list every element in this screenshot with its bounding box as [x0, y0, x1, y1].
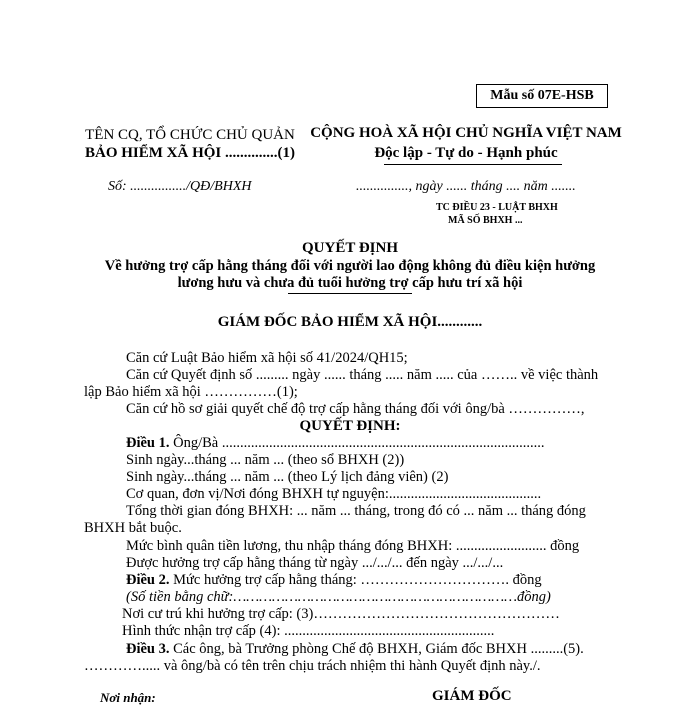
decision-subtitle-line1: Về hưởng trợ cấp hằng tháng đối với người lao động không đủ điều kiện hưởng [104, 258, 596, 274]
article-2 [126, 572, 542, 589]
social-insurance-code-note: MÃ SỐ BHXH ... [448, 215, 523, 226]
national-motto: Độc lập - Tự do - Hạnh phúc [374, 145, 558, 161]
decision-number-value: ................/QĐ/BHXH [130, 179, 252, 194]
date-line: ..............., ngày ...... tháng .... năm ....... [356, 179, 576, 194]
issuing-authority: GIÁM ĐỐC BẢO HIỂM XÃ HỘI............ [217, 314, 483, 330]
article-3-label: Điều 3. [126, 641, 170, 657]
benefit-period: Được hưởng trợ cấp hằng tháng từ ngày .../.../... đến ngày .../.../... [126, 555, 504, 571]
director-title: GIÁM ĐỐC [432, 688, 512, 704]
parent-agency-name: TÊN CQ, TỔ CHỨC CHỦ QUẢN [85, 127, 295, 143]
decision-title: QUYẾT ĐỊNH [302, 240, 398, 256]
decision-number [108, 179, 252, 195]
national-name: CỘNG HOÀ XÃ HỘI CHỦ NGHĨA VIỆT NAM [310, 125, 622, 141]
article-1-text: Ông/Bà ......................................................................................... [169, 435, 545, 451]
legal-basis-3: Căn cứ hồ sơ giải quyết chế độ trợ cấp hằng tháng đối với ông/bà ……………, [126, 401, 585, 417]
date-of-birth-party-record: Sinh ngày...tháng ... năm ... (theo Lý lịch đảng viên) (2) [126, 469, 449, 485]
motto-underline [384, 164, 562, 165]
payment-method: Hình thức nhận trợ cấp (4): .......................................................... [122, 623, 495, 639]
decides-heading: QUYẾT ĐỊNH: [299, 418, 401, 434]
legal-basis-note: TC ĐIỀU 23 - LUẬT BHXH [436, 202, 558, 213]
article-3-cont: …………..... và ông/bà có tên trên chịu trách nhiệm thi hành Quyết định này./. [84, 658, 541, 674]
article-1 [126, 435, 544, 452]
amount-in-words: (Số tiền bằng chữ:…………………………………………………………đồng) [126, 589, 551, 605]
decision-subtitle-line2: lương hưu và chưa đủ tuổi hưởng trợ cấp hưu trí xã hội [177, 275, 523, 291]
article-2-label: Điều 2. [126, 572, 170, 588]
residence: Nơi cư trú khi hưởng trợ cấp: (3)…………………………………………… [122, 606, 560, 622]
contributing-agency: Cơ quan, đơn vị/Nơi đóng BHXH tự nguyện:.......................................... [126, 486, 542, 502]
article-2-text: Mức hưởng trợ cấp hằng tháng: …………………………. đồng [169, 572, 542, 588]
subtitle-underline [288, 293, 412, 294]
average-salary: Mức bình quân tiền lương, thu nhập tháng đóng BHXH: ......................... đồng [126, 538, 580, 554]
legal-basis-2-cont: lập Bảo hiểm xã hội ……………(1); [84, 384, 298, 400]
article-1-label: Điều 1. [126, 435, 170, 451]
decision-number-label: Số: [108, 179, 127, 194]
legal-basis-2: Căn cứ Quyết định số ......... ngày ...... tháng ..... năm ..... của …….. về việc thành [126, 367, 599, 383]
agency-name: BẢO HIỂM XÃ HỘI ..............(1) [85, 145, 295, 161]
form-code-box: Mẫu số 07E-HSB [476, 84, 608, 108]
contribution-period: Tổng thời gian đóng BHXH: ... năm ... tháng, trong đó có ... năm ... tháng đóng [126, 503, 586, 519]
legal-basis-1: Căn cứ Luật Bảo hiểm xã hội số 41/2024/QH15; [126, 350, 408, 366]
article-3 [126, 641, 584, 658]
date-of-birth-insurance-book: Sinh ngày...tháng ... năm ... (theo sổ BHXH (2)) [126, 452, 405, 468]
contribution-period-cont: BHXH bắt buộc. [84, 520, 182, 536]
recipients-label: Nơi nhận: [100, 690, 156, 705]
article-3-text: Các ông, bà Trưởng phòng Chế độ BHXH, Giám đốc BHXH .........(5). [169, 641, 584, 657]
